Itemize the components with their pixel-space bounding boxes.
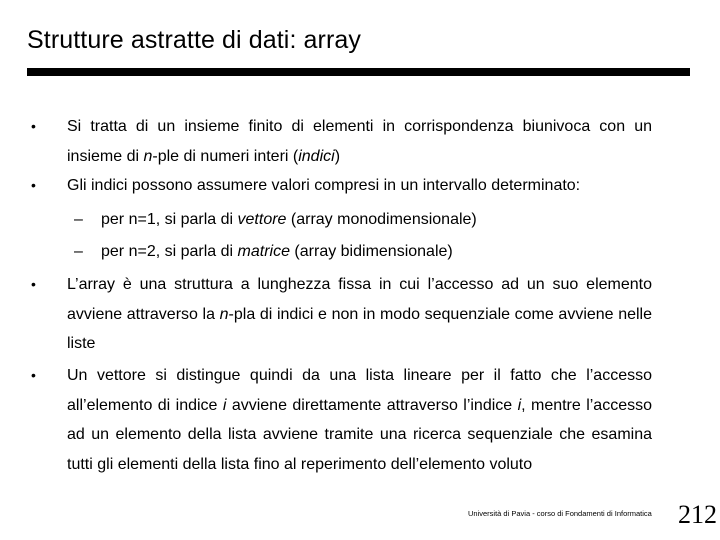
slide-title: Strutture astratte di dati: array [27,26,362,54]
dash-symbol: – [74,211,83,228]
text-part: ) [334,147,341,165]
sub-item-text-2 [101,237,453,267]
bullet-text-3 [67,270,652,359]
text-part-italic: n [143,147,153,165]
sub-item-text-1 [101,205,477,235]
text-part: Un vettore si distingue quindi da una lista lineare per il fatto che l’accesso all’elemento di indice [67,367,652,414]
bullet-symbol: • [31,367,36,383]
title-underline [27,68,690,76]
page-number: 212 [678,500,717,529]
bullet-symbol: • [31,177,36,193]
bullet-text-2 [67,171,652,201]
footer-course: Università di Pavia - corso di Fondamenti di Informatica [468,509,652,518]
text-part: -pla di indici e non in modo sequenziale come avviene nelle liste [67,305,653,352]
text-part-italic: matrice [237,243,290,260]
text-part: Gli indici possono assumere valori compresi in un intervallo determinato: [67,177,581,194]
bullet-text-1 [67,112,652,171]
text-part-italic: i [517,396,522,414]
text-part: per n=2, si parla di [101,243,238,260]
text-part: (array bidimensionale) [289,243,453,260]
text-part: Si tratta di un insieme finito di elementi in corrispondenza biunivoca con un insieme di [67,118,652,165]
text-part: per n=1, si parla di [101,211,238,228]
text-part: -ple di numeri interi ( [152,147,299,165]
bullet-symbol: • [31,276,36,292]
text-part-italic: n [219,305,229,323]
bullet-text-4 [67,361,652,479]
text-part: , mentre l’accesso ad un elemento della lista avviene tramite una ricerca sequenziale che esamina tutti gli elementi della lista fino al reperimento dell’elemento voluto [67,396,652,473]
bullet-symbol: • [31,118,36,134]
text-part-italic: i [222,396,227,414]
text-part: avviene direttamente attraverso l’indice [226,396,518,414]
text-part: (array monodimensionale) [286,211,477,228]
text-part: L’array è una struttura a lunghezza fissa in cui l’accesso ad un suo elemento avviene attraverso la [67,276,652,323]
dash-symbol: – [74,243,83,260]
text-part-italic: vettore [237,211,287,228]
text-part-italic: indici [298,147,335,165]
